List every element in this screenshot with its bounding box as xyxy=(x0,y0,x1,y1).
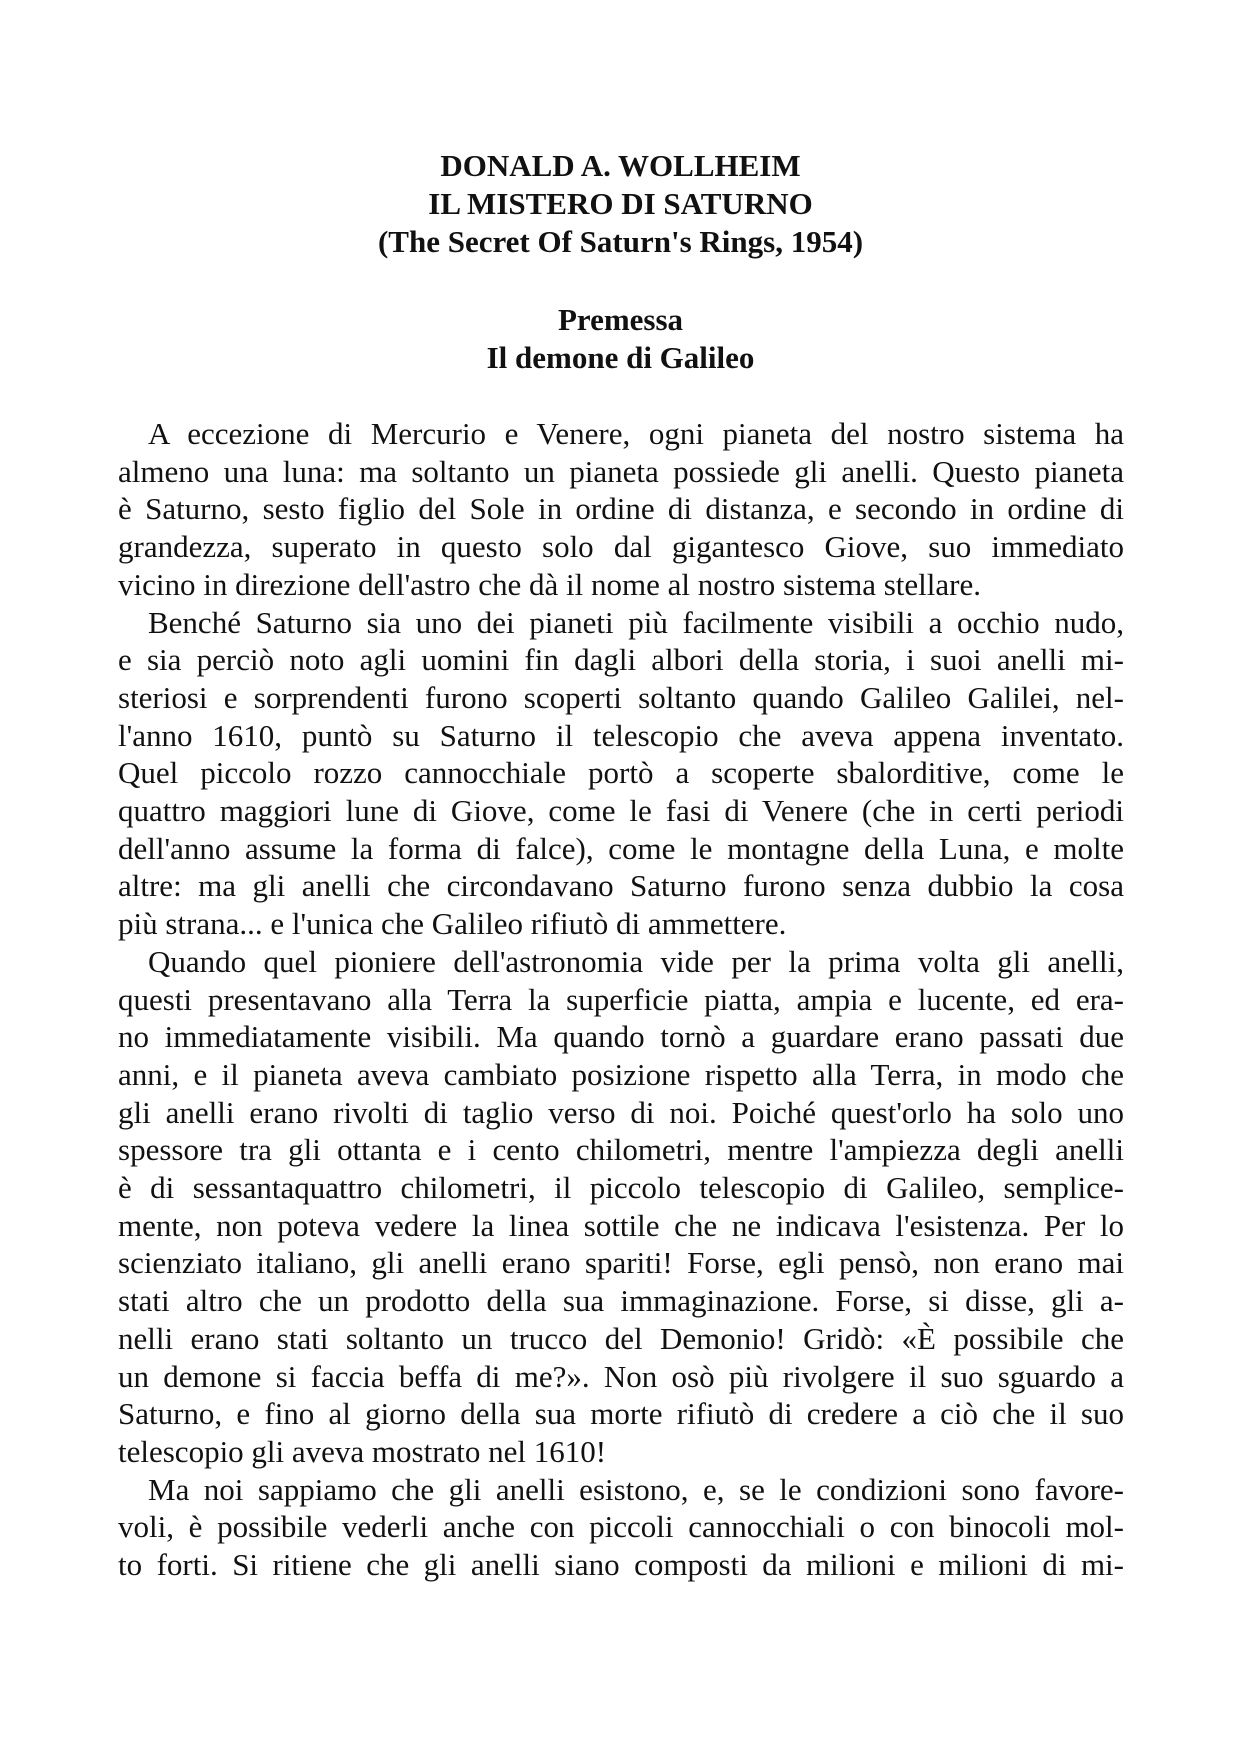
text-line: e sia perciò noto agli uomini fin dagli albori della storia, i suoi anelli mi- xyxy=(118,642,1124,678)
text-line: stati altro che un prodotto della sua immaginazione. Forse, si disse, gli a- xyxy=(118,1283,1124,1319)
text-line: Benché Saturno sia uno dei pianeti più facilmente visibili a occhio nudo, xyxy=(148,604,1124,640)
text-line: questi presentavano alla Terra la superficie piatta, ampia e lucente, ed era- xyxy=(118,981,1124,1017)
text-line: A eccezione di Mercurio e Venere, ogni pianeta del nostro sistema ha xyxy=(148,416,1124,451)
text-line: quattro maggiori lune di Giove, come le fasi di Venere (che in certi periodi xyxy=(118,793,1124,829)
title-block xyxy=(0,147,1241,261)
chapter-title: Il demone di Galileo xyxy=(486,340,755,375)
paragraph xyxy=(118,415,1124,604)
chapter-heading xyxy=(0,301,1241,377)
chapter-label: Premessa xyxy=(557,302,684,337)
text-line: spessore tra gli ottanta e i cento chilometri, mentre l'ampiezza degli anelli xyxy=(118,1132,1124,1168)
text-line: più strana... e l'unica che Galileo rifiutò di ammettere. xyxy=(118,906,787,942)
text-line: Quel piccolo rozzo cannocchiale portò a scoperte sbalorditive, come le xyxy=(118,755,1124,791)
book-title: IL MISTERO DI SATURNO xyxy=(428,186,813,221)
text-line: anni, e il pianeta aveva cambiato posizione rispetto alla Terra, in modo che xyxy=(118,1056,1124,1092)
text-line: scienziato italiano, gli anelli erano spariti! Forse, egli pensò, non erano mai xyxy=(118,1245,1124,1281)
text-line: nelli erano stati soltanto un trucco del Demonio! Gridò: «È possibile che xyxy=(118,1320,1124,1356)
text-line: mente, non poteva vedere la linea sottile che ne indicava l'esistenza. Per lo xyxy=(118,1207,1124,1243)
text-line: Quando quel pioniere dell'astronomia vide per la prima volta gli anelli, xyxy=(148,943,1124,979)
text-line: almeno una luna: ma soltanto un pianeta possiede gli anelli. Questo pianeta xyxy=(118,453,1124,489)
text-line: l'anno 1610, puntò su Saturno il telescopio che aveva appena inventato. xyxy=(118,717,1124,753)
body-text xyxy=(118,415,1124,1584)
paragraph xyxy=(118,943,1124,1471)
text-line: altre: ma gli anelli che circondavano Saturno furono senza dubbio la cosa xyxy=(118,868,1124,904)
text-line: Ma noi sappiamo che gli anelli esistono, e, se le condizioni sono favore- xyxy=(148,1471,1124,1507)
text-line: Saturno, e fino al giorno della sua morte rifiutò di credere a ciò che il suo xyxy=(118,1396,1124,1432)
text-line: steriosi e sorprendenti furono scoperti soltanto quando Galileo Galilei, nel- xyxy=(118,679,1124,715)
original-title: (The Secret Of Saturn's Rings, 1954) xyxy=(377,224,864,259)
text-line: è Saturno, sesto figlio del Sole in ordine di distanza, e secondo in ordine di xyxy=(118,491,1124,527)
text-line: grandezza, superato in questo solo dal gigantesco Giove, suo immediato xyxy=(118,529,1124,565)
text-line: dell'anno assume la forma di falce), come le montagne della Luna, e molte xyxy=(118,830,1124,866)
text-line: è di sessantaquattro chilometri, il piccolo telescopio di Galileo, semplice- xyxy=(118,1170,1124,1206)
author-name: DONALD A. WOLLHEIM xyxy=(440,148,801,183)
text-line: gli anelli erano rivolti di taglio verso di noi. Poiché quest'orlo ha solo uno xyxy=(118,1094,1124,1130)
text-line: voli, è possibile vederli anche con piccoli cannocchiali o con binocoli mol- xyxy=(118,1509,1124,1545)
text-line: to forti. Si ritiene che gli anelli siano composti da milioni e milioni di mi- xyxy=(118,1547,1124,1583)
text-line: vicino in direzione dell'astro che dà il nome al nostro sistema stellare. xyxy=(118,566,981,602)
paragraph xyxy=(118,1471,1124,1584)
text-line: un demone si faccia beffa di me?». Non osò più rivolgere il suo sguardo a xyxy=(118,1358,1124,1394)
text-line: no immediatamente visibili. Ma quando tornò a guardare erano passati due xyxy=(118,1019,1124,1055)
text-line: telescopio gli aveva mostrato nel 1610! xyxy=(118,1433,607,1469)
paragraph xyxy=(118,604,1124,943)
